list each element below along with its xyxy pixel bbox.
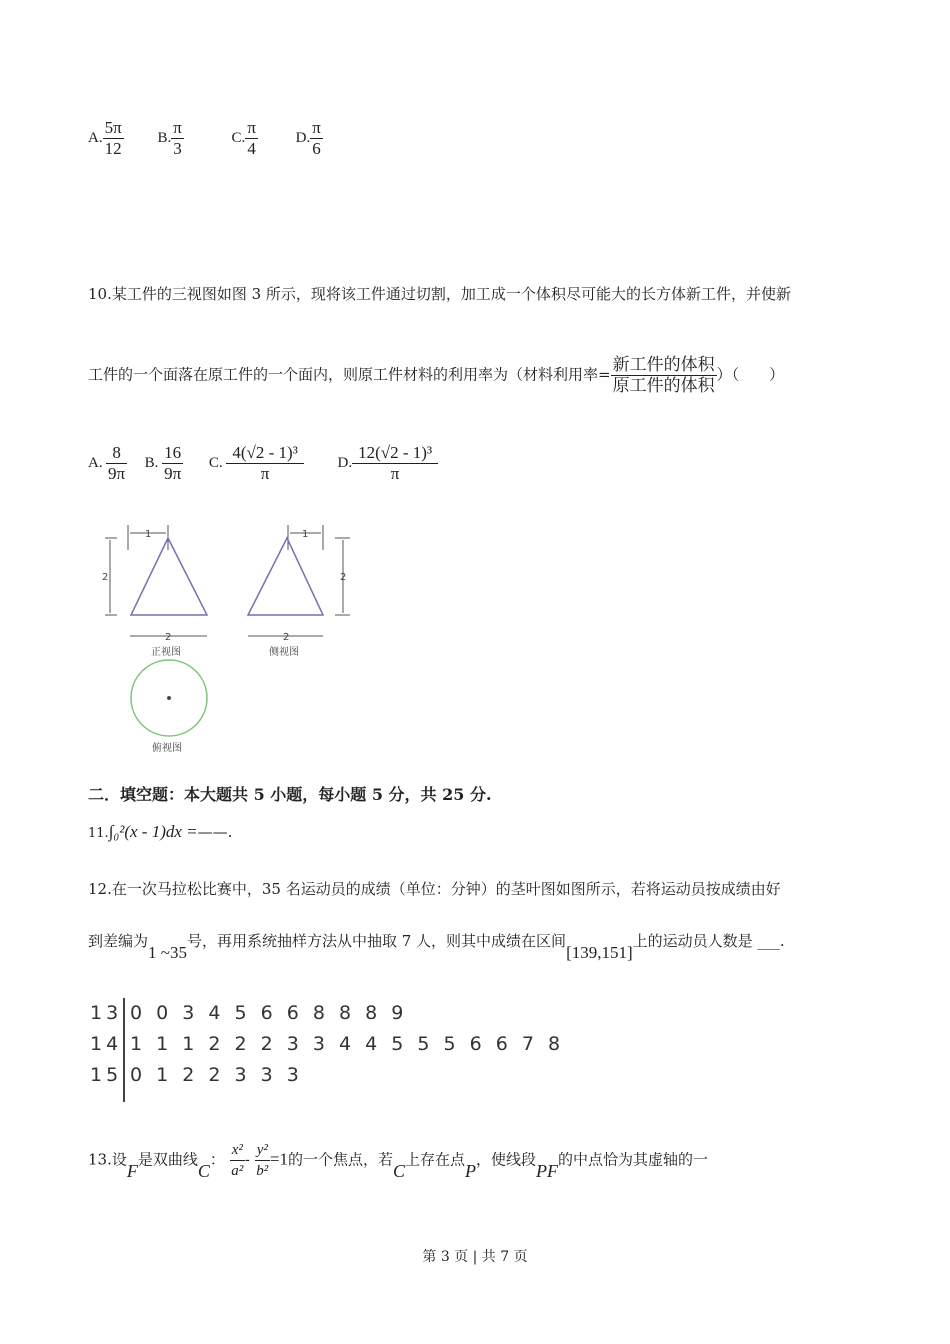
- section2-heading: 二．填空题：本大题共 5 小题，每小题 5 分，共 25 分.: [88, 785, 492, 804]
- q11: 11.∫₀²(x - 1)dx =——.: [88, 822, 233, 841]
- side-dim-base: 2: [283, 632, 290, 643]
- side-dim-1: 1: [302, 529, 309, 540]
- front-dim-height: 2: [102, 572, 109, 583]
- q10-line2: 工件的一个面落在原工件的一个面内，则原工件材料的利用率为（材料利用率= $\frac{\text{新工件的体积}}{\text{原工件的体积}}$ ）（ ）: [88, 355, 785, 396]
- front-dim-1: 1: [145, 529, 152, 540]
- page-footer: 第 3 页 | 共 7 页: [422, 1249, 528, 1265]
- q9-option-a: A. $\frac{5\pi}{12}$: [88, 118, 122, 158]
- q10-option-d: D. $\frac{\text{12(√2 - 1)³}}{\pi}$: [338, 455, 439, 471]
- stem-leaf-plot: [90, 1002, 564, 1095]
- front-view-triangle: [131, 538, 207, 615]
- stem-row: 13 0 0 3 4 5 6 6 8 8 8 9: [90, 1002, 408, 1024]
- q10-option-c: C. $\frac{\text{4(√2 - 1)³}}{\pi}$: [209, 455, 304, 471]
- stem-row: 15 0 1 2 2 3 3 3: [90, 1064, 303, 1086]
- side-view-label: 侧视图: [269, 647, 299, 658]
- q9-option-d: D. $\frac{\pi}{6}$: [295, 118, 321, 158]
- stem-row: 14 1 1 1 2 2 2 3 3 4 4 5 5 5 6 6 7 8: [90, 1033, 565, 1055]
- q13: 13.设F是双曲线C： $\frac{\text{x²}}{\text{a²}}$ - $\frac{\text{y²}}{\text{b²}}$ =1的一个焦点，若C上存在点P，使线段PF的中点恰为其虚轴的一: [88, 1142, 709, 1181]
- side-dim-height: 2: [340, 572, 347, 583]
- q9-options: [88, 118, 323, 159]
- front-view-label: 正视图: [151, 647, 181, 658]
- q10-option-b: B. $\frac{16}{9\pi}$: [144, 443, 182, 483]
- q10-options: [88, 443, 438, 484]
- q9-option-c: C. $\frac{\pi}{4}$: [231, 118, 256, 158]
- three-view-figure: [95, 515, 370, 755]
- q10-option-a: A. $\frac{8}{9\pi}$: [88, 443, 126, 483]
- top-view-label: 俯视图: [152, 743, 182, 754]
- q9-option-b: B. $\frac{\pi}{3}$: [157, 118, 182, 158]
- stem-divider: [123, 998, 125, 1102]
- center-point: [168, 697, 171, 700]
- q12-line1: 12.在一次马拉松比赛中，35 名运动员的成绩（单位：分钟）的茎叶图如图所示，若将运动员按成绩由好: [88, 880, 781, 898]
- q12-line2: 到差编为1 ~35号，再用系统抽样方法从中抽取 7 人，则其中成绩在区间[139,151]上的运动员人数是 ___.: [88, 932, 785, 962]
- q10-line1: 10.某工件的三视图如图 3 所示，现将该工件通过切割，加工成一个体积尽可能大的长方体新工件，并使新: [88, 285, 791, 303]
- front-dim-base: 2: [165, 632, 172, 643]
- utilization-fraction: $\frac{\text{新工件的体积}}{\text{原工件的体积}}$: [612, 355, 715, 396]
- side-view-triangle: [248, 538, 323, 615]
